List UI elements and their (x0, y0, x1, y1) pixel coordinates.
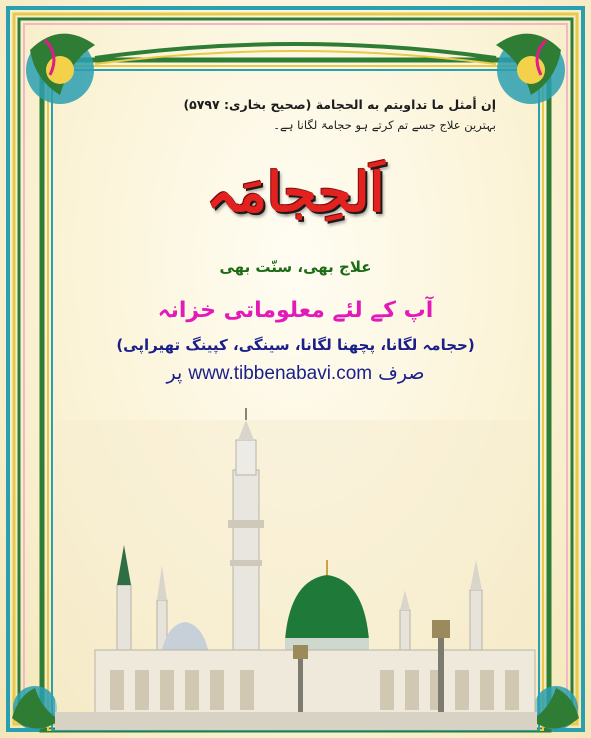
website-prefix: صرف (378, 362, 425, 384)
hadith-arabic-text: إن أمثل ما تداويتم به الحجامة (صحيح بخاری: ۵۷۹۷) (183, 97, 496, 112)
hadith-urdu-translation: بہترین علاج جسے تم کرتے ہو حجامۃ لگانا ہے۔ (273, 118, 496, 132)
info-heading: آپ کے لئے معلوماتی خزانہ (157, 298, 434, 323)
topics-line: (حجامہ لگانا، پچھنا لگانا، سینگی، کپینگ تھیراپی) (116, 336, 475, 354)
website-suffix: پر (166, 362, 183, 384)
page-title: اَلحِجامَہ (206, 160, 385, 224)
subtitle: علاج بھی، سنّت بھی (219, 258, 372, 276)
website-link[interactable]: www.tibbenabavi.com (188, 363, 373, 384)
website-line (60, 362, 531, 385)
